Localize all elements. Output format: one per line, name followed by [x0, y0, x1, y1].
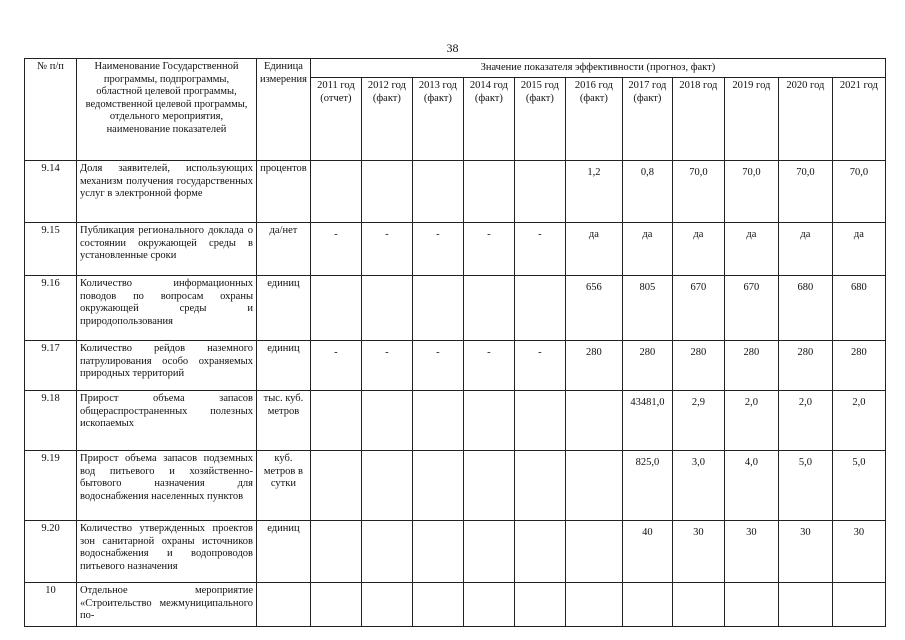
- indicators-table: [24, 58, 886, 627]
- unit-of-measure: куб. метров в сутки: [257, 451, 311, 521]
- indicator-value: [565, 521, 622, 583]
- indicator-value: [832, 583, 885, 627]
- indicator-value: 656: [565, 276, 622, 341]
- unit-of-measure: процентов: [257, 161, 311, 223]
- indicator-value: 5,0: [832, 451, 885, 521]
- indicator-value: [672, 583, 724, 627]
- indicator-value: 0,8: [622, 161, 672, 223]
- indicator-value: 805: [622, 276, 672, 341]
- header-year: 2012 год (факт): [361, 78, 412, 161]
- indicator-value: [412, 521, 463, 583]
- indicator-value: [412, 391, 463, 451]
- header-year: 2020 год: [778, 78, 832, 161]
- indicator-value: да: [672, 223, 724, 276]
- indicator-value: 670: [724, 276, 778, 341]
- indicator-value: -: [514, 223, 565, 276]
- indicator-value: [724, 583, 778, 627]
- indicator-value: 30: [778, 521, 832, 583]
- indicator-name: Прирост объема запасов подземных вод питьевого и хозяйственно-бытового назначения для водоснабжения населенных пунктов: [77, 451, 257, 521]
- table-row: [25, 161, 886, 223]
- indicator-value: 680: [778, 276, 832, 341]
- indicator-value: [361, 276, 412, 341]
- indicator-value: [463, 521, 514, 583]
- unit-of-measure: единиц: [257, 276, 311, 341]
- indicator-value: [361, 391, 412, 451]
- indicator-value: [310, 276, 361, 341]
- table-row: [25, 223, 886, 276]
- indicator-value: 70,0: [672, 161, 724, 223]
- indicator-value: 5,0: [778, 451, 832, 521]
- indicator-name: Количество информационных поводов по вопросам охраны окружающей среды и природопользования: [77, 276, 257, 341]
- indicator-value: 2,0: [724, 391, 778, 451]
- indicator-value: 30: [672, 521, 724, 583]
- indicator-value: [514, 521, 565, 583]
- indicator-value: 280: [622, 341, 672, 391]
- indicator-value: 70,0: [724, 161, 778, 223]
- indicator-value: 43481,0: [622, 391, 672, 451]
- indicator-value: [361, 583, 412, 627]
- indicator-value: 30: [724, 521, 778, 583]
- indicator-value: [514, 451, 565, 521]
- indicator-value: 30: [832, 521, 885, 583]
- indicator-value: да: [832, 223, 885, 276]
- header-year: 2015 год (факт): [514, 78, 565, 161]
- indicator-value: 280: [672, 341, 724, 391]
- indicator-value: 280: [565, 341, 622, 391]
- unit-of-measure: тыс. куб. метров: [257, 391, 311, 451]
- indicator-value: 2,0: [832, 391, 885, 451]
- indicator-name: Публикация регионального доклада о состоянии окружающей среды в установленные сроки: [77, 223, 257, 276]
- indicator-value: 40: [622, 521, 672, 583]
- row-number: 9.18: [25, 391, 77, 451]
- indicator-name: Отдельное мероприятие «Строительство межмуниципального по-: [77, 583, 257, 627]
- indicator-value: 70,0: [778, 161, 832, 223]
- indicator-value: -: [412, 341, 463, 391]
- row-number: 9.14: [25, 161, 77, 223]
- indicator-value: 4,0: [724, 451, 778, 521]
- indicator-value: 1,2: [565, 161, 622, 223]
- unit-of-measure: единиц: [257, 521, 311, 583]
- row-number: 9.20: [25, 521, 77, 583]
- indicator-value: [412, 583, 463, 627]
- indicator-value: [412, 276, 463, 341]
- indicator-value: 280: [724, 341, 778, 391]
- table-row: [25, 521, 886, 583]
- indicator-value: [310, 161, 361, 223]
- indicator-value: [361, 161, 412, 223]
- indicator-value: -: [463, 341, 514, 391]
- indicator-value: [565, 583, 622, 627]
- page-number: 38: [446, 41, 459, 55]
- indicator-value: [310, 451, 361, 521]
- header-year: 2016 год (факт): [565, 78, 622, 161]
- indicator-value: -: [463, 223, 514, 276]
- indicator-value: [565, 451, 622, 521]
- indicator-value: [514, 583, 565, 627]
- indicator-value: 825,0: [622, 451, 672, 521]
- indicator-value: 280: [832, 341, 885, 391]
- header-num: № п/п: [25, 59, 77, 161]
- indicator-value: [565, 391, 622, 451]
- indicator-value: [463, 161, 514, 223]
- indicator-value: -: [310, 341, 361, 391]
- table-row: [25, 276, 886, 341]
- indicator-value: [463, 451, 514, 521]
- indicator-name: Доля заявителей, использующих механизм получения государственных услуг в электронной форме: [77, 161, 257, 223]
- indicator-value: да: [778, 223, 832, 276]
- indicator-value: [463, 391, 514, 451]
- header-year: 2011 год (отчет): [310, 78, 361, 161]
- indicator-name: Количество рейдов наземного патрулирования особо охраняемых природных территорий: [77, 341, 257, 391]
- unit-of-measure: [257, 583, 311, 627]
- indicator-value: -: [361, 223, 412, 276]
- indicator-value: [514, 276, 565, 341]
- indicator-value: [361, 521, 412, 583]
- indicator-value: [361, 451, 412, 521]
- indicator-value: [514, 161, 565, 223]
- indicator-value: 2,0: [778, 391, 832, 451]
- indicator-value: 670: [672, 276, 724, 341]
- indicator-value: [310, 521, 361, 583]
- indicator-value: [310, 391, 361, 451]
- indicator-value: 680: [832, 276, 885, 341]
- header-year: 2013 год (факт): [412, 78, 463, 161]
- indicator-name: Прирост объема запасов общераспространенных полезных ископаемых: [77, 391, 257, 451]
- header-name: Наименование Государственной программы, подпрограммы, областной целевой программы, ведомственной целевой программы, отдельного мероприятия, наименование показателей: [77, 59, 257, 161]
- indicator-value: да: [724, 223, 778, 276]
- row-number: 9.15: [25, 223, 77, 276]
- header-year: 2018 год: [672, 78, 724, 161]
- unit-of-measure: единиц: [257, 341, 311, 391]
- table-row: [25, 451, 886, 521]
- indicator-value: [412, 161, 463, 223]
- header-year: 2017 год (факт): [622, 78, 672, 161]
- indicator-value: 2,9: [672, 391, 724, 451]
- indicator-value: [463, 583, 514, 627]
- indicator-value: 70,0: [832, 161, 885, 223]
- header-year: 2019 год: [724, 78, 778, 161]
- header-year: 2014 год (факт): [463, 78, 514, 161]
- row-number: 9.19: [25, 451, 77, 521]
- indicator-value: да: [622, 223, 672, 276]
- header-values-title: Значение показателя эффективности (прогноз, факт): [310, 59, 885, 78]
- indicator-value: [463, 276, 514, 341]
- indicator-value: [778, 583, 832, 627]
- indicator-value: 280: [778, 341, 832, 391]
- indicator-value: -: [514, 341, 565, 391]
- header-year: 2021 год: [832, 78, 885, 161]
- unit-of-measure: да/нет: [257, 223, 311, 276]
- table-row: [25, 341, 886, 391]
- indicator-value: [310, 583, 361, 627]
- header-unit: Единица измерения: [257, 59, 311, 161]
- indicator-value: [412, 451, 463, 521]
- row-number: 9.16: [25, 276, 77, 341]
- indicator-value: да: [565, 223, 622, 276]
- indicator-value: [622, 583, 672, 627]
- row-number: 9.17: [25, 341, 77, 391]
- row-number: 10: [25, 583, 77, 627]
- indicator-value: -: [361, 341, 412, 391]
- indicator-value: -: [310, 223, 361, 276]
- indicator-value: [514, 391, 565, 451]
- table-row: [25, 391, 886, 451]
- indicator-name: Количество утвержденных проектов зон санитарной охраны источников водоснабжения и водопроводов питьевого назначения: [77, 521, 257, 583]
- indicator-value: -: [412, 223, 463, 276]
- indicator-value: 3,0: [672, 451, 724, 521]
- table-row: [25, 583, 886, 627]
